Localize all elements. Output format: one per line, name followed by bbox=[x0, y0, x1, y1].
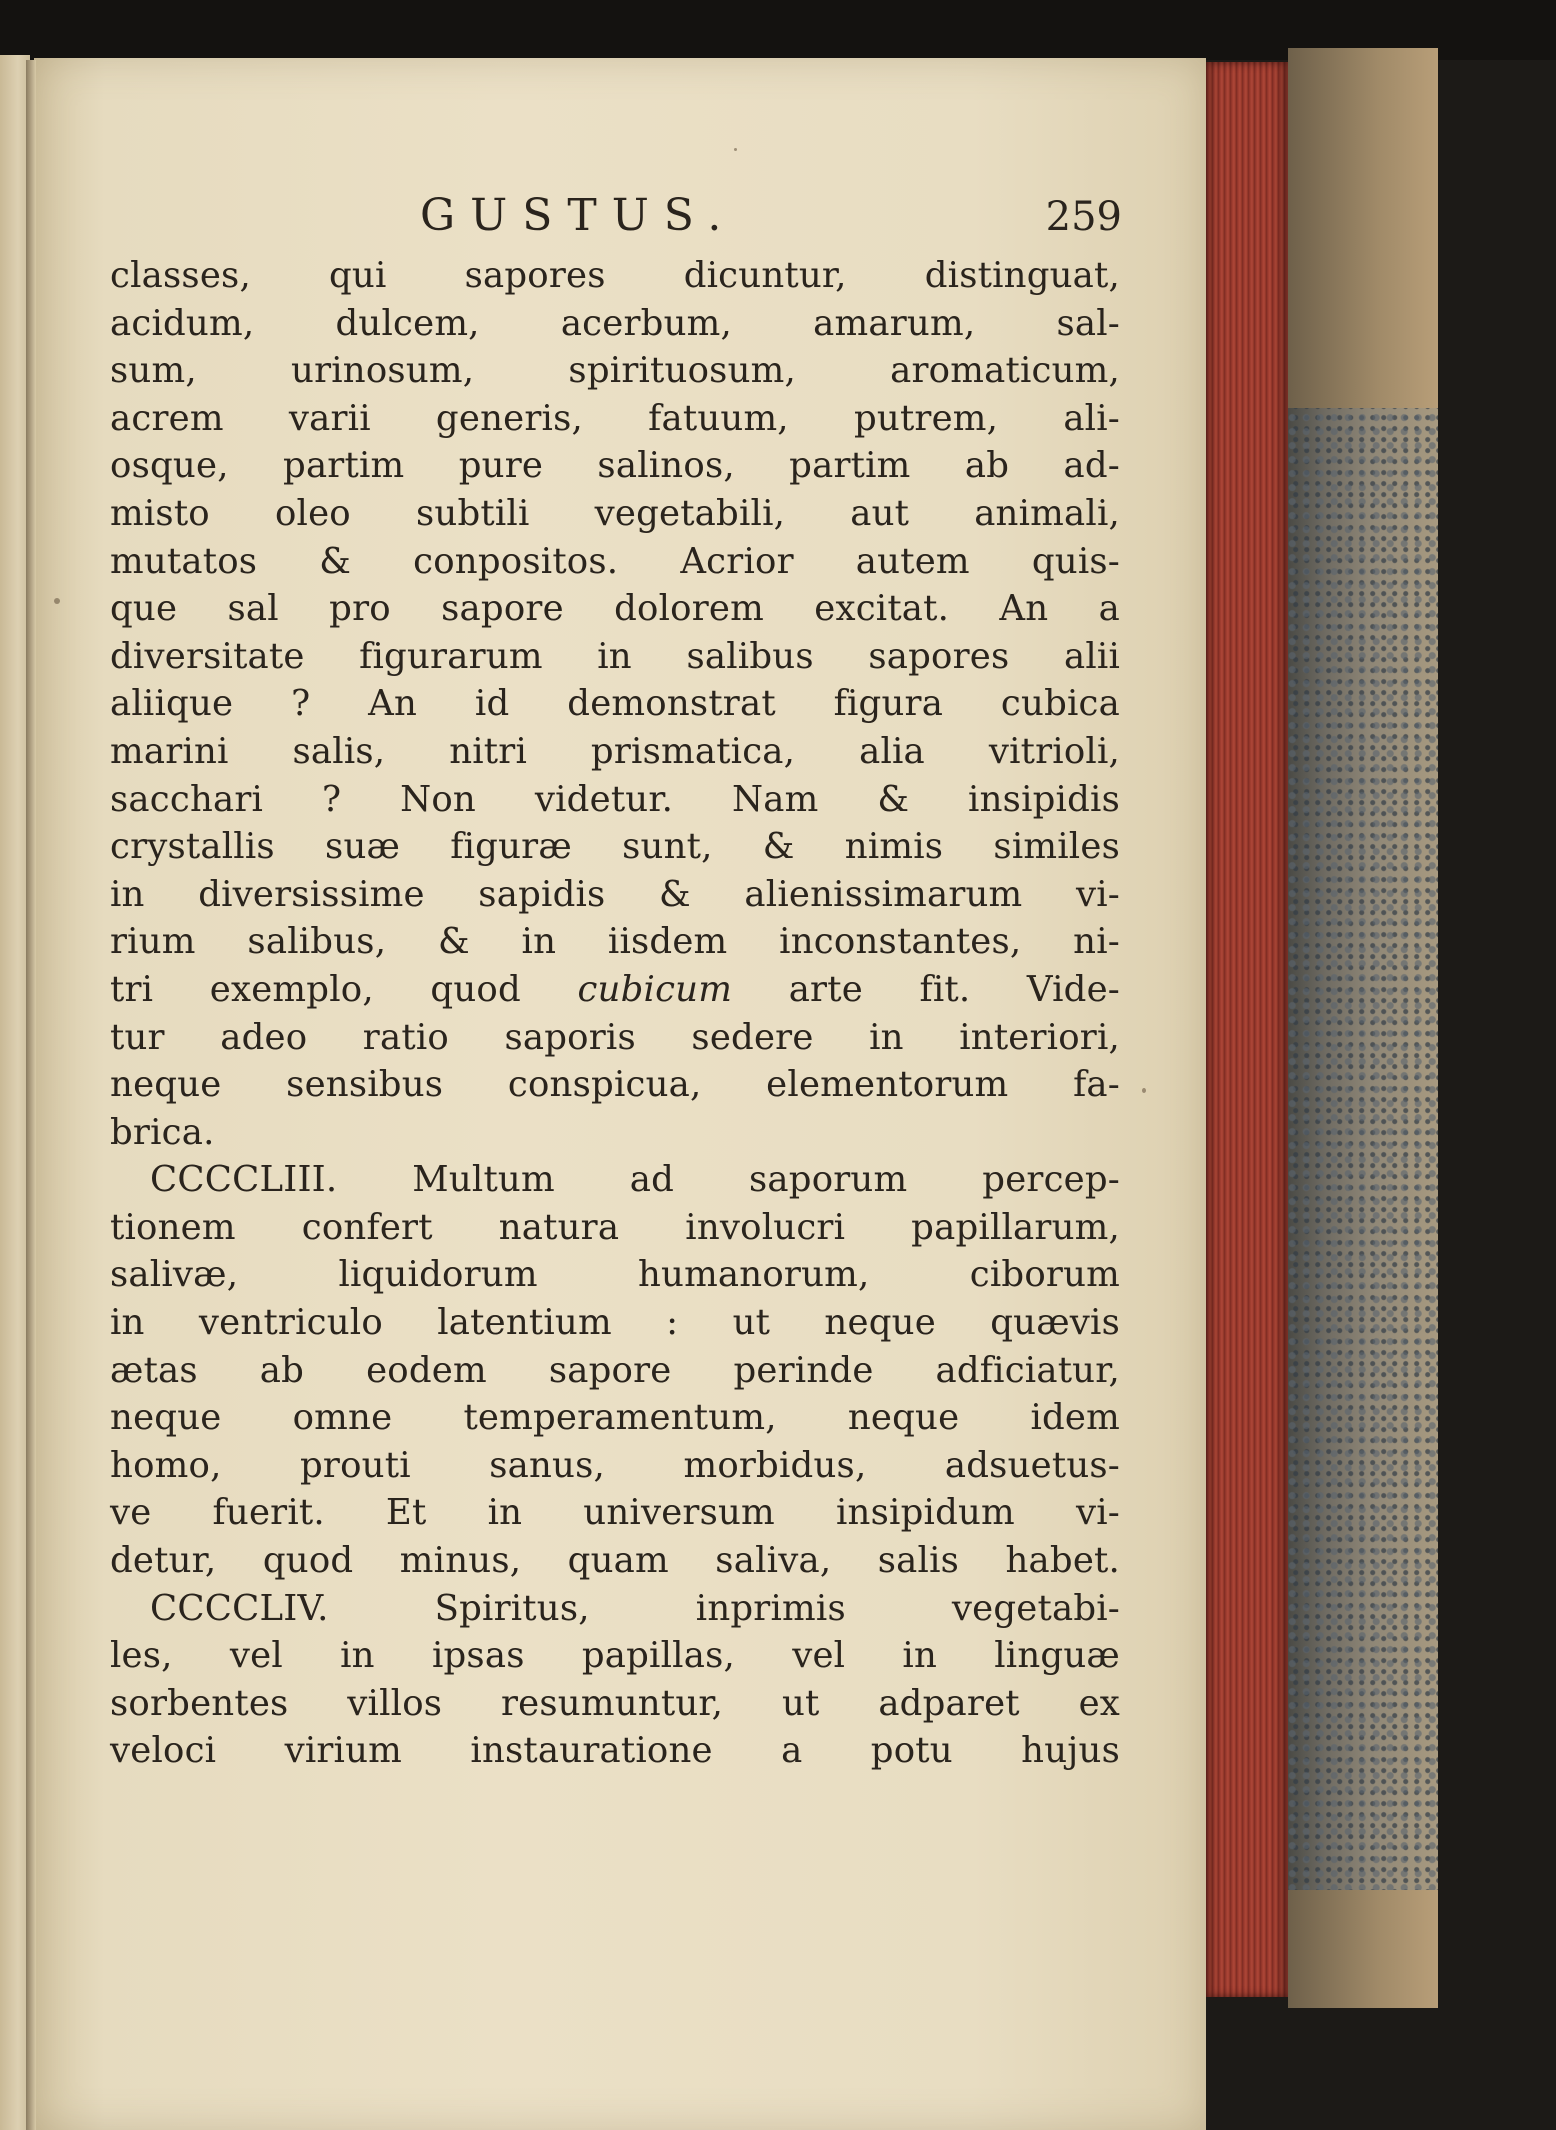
text-line: rium salibus, & in iisdem inconstantes, ni- bbox=[110, 921, 1120, 963]
text-line: que sal pro sapore dolorem excitat. An a bbox=[110, 588, 1120, 630]
text-line: osque, partim pure salinos, partim ab ad- bbox=[110, 445, 1120, 487]
text-line: salivæ, liquidorum humanorum, ciborum bbox=[110, 1254, 1120, 1296]
running-head-title: GUSTUS. bbox=[420, 190, 737, 241]
paper-speck bbox=[1142, 1088, 1146, 1093]
text-line: sorbentes villos resumuntur, ut adparet ex bbox=[110, 1682, 1120, 1724]
text-line-with-italic bbox=[110, 966, 1120, 1014]
text-line: in ventriculo latentium : ut neque quævis bbox=[110, 1302, 1120, 1344]
text-line: marini salis, nitri prismatica, alia vitrioli, bbox=[110, 730, 1120, 772]
book-cover-corner-top bbox=[1288, 48, 1438, 408]
paragraph-start-line: CCCCLIV. Spiritus, inprimis vegetabi- bbox=[150, 1587, 1120, 1629]
page-gutter bbox=[26, 60, 36, 2130]
text-line: in diversissime sapidis & alienissimarum vi- bbox=[110, 873, 1120, 915]
text-line: ætas ab eodem sapore perinde adficiatur, bbox=[110, 1349, 1120, 1391]
text-line: classes, qui sapores dicuntur, distinguat, bbox=[110, 255, 1120, 296]
text-line: tionem confert natura involucri papillarum, bbox=[110, 1206, 1120, 1248]
text-line: diversitate figurarum in salibus sapores alii bbox=[110, 635, 1120, 677]
page-fore-edge bbox=[1206, 62, 1288, 1997]
text-line: brica. bbox=[110, 1111, 215, 1153]
running-head bbox=[110, 190, 1120, 250]
text-line: sum, urinosum, spirituosum, aromaticum, bbox=[110, 350, 1120, 392]
text-line: acidum, dulcem, acerbum, amarum, sal- bbox=[110, 302, 1120, 344]
text-line: mutatos & conpositos. Acrior autem quis- bbox=[110, 540, 1120, 582]
text-line: crystallis suæ figuræ sunt, & nimis similes bbox=[110, 826, 1120, 868]
text-line: misto oleo subtili vegetabili, aut animali, bbox=[110, 492, 1120, 534]
text-line: sacchari ? Non videtur. Nam & insipidis bbox=[110, 778, 1120, 820]
text-line: detur, quod minus, quam saliva, salis habet. bbox=[110, 1540, 1120, 1582]
text-line: neque sensibus conspicua, elementorum fa- bbox=[110, 1064, 1120, 1106]
paper-speck bbox=[734, 148, 737, 151]
text-line: aliique ? An id demonstrat figura cubica bbox=[110, 683, 1120, 725]
text-line: neque omne temperamentum, neque idem bbox=[110, 1397, 1120, 1439]
book-cover-corner-bottom bbox=[1288, 1890, 1438, 2008]
text-line: homo, prouti sanus, morbidus, adsuetus- bbox=[110, 1444, 1120, 1486]
paragraph-start-line: CCCCLIII. Multum ad saporum percep- bbox=[150, 1159, 1120, 1201]
text-segment: arte fit. Vide- bbox=[732, 968, 1120, 1010]
body-text bbox=[110, 252, 1120, 1775]
paper-speck bbox=[54, 598, 60, 604]
text-line: tur adeo ratio saporis sedere in interiori, bbox=[110, 1016, 1120, 1058]
text-line: veloci virium instauratione a potu hujus bbox=[110, 1730, 1120, 1772]
text-line: les, vel in ipsas papillas, vel in linguæ bbox=[110, 1635, 1120, 1677]
text-line: acrem varii generis, fatuum, putrem, ali- bbox=[110, 397, 1120, 439]
page-number: 259 bbox=[1045, 194, 1122, 240]
text-line: ve fuerit. Et in universum insipidum vi- bbox=[110, 1492, 1120, 1534]
text-segment: tri exemplo, quod bbox=[110, 968, 578, 1010]
italic-word: cubicum bbox=[577, 968, 733, 1010]
